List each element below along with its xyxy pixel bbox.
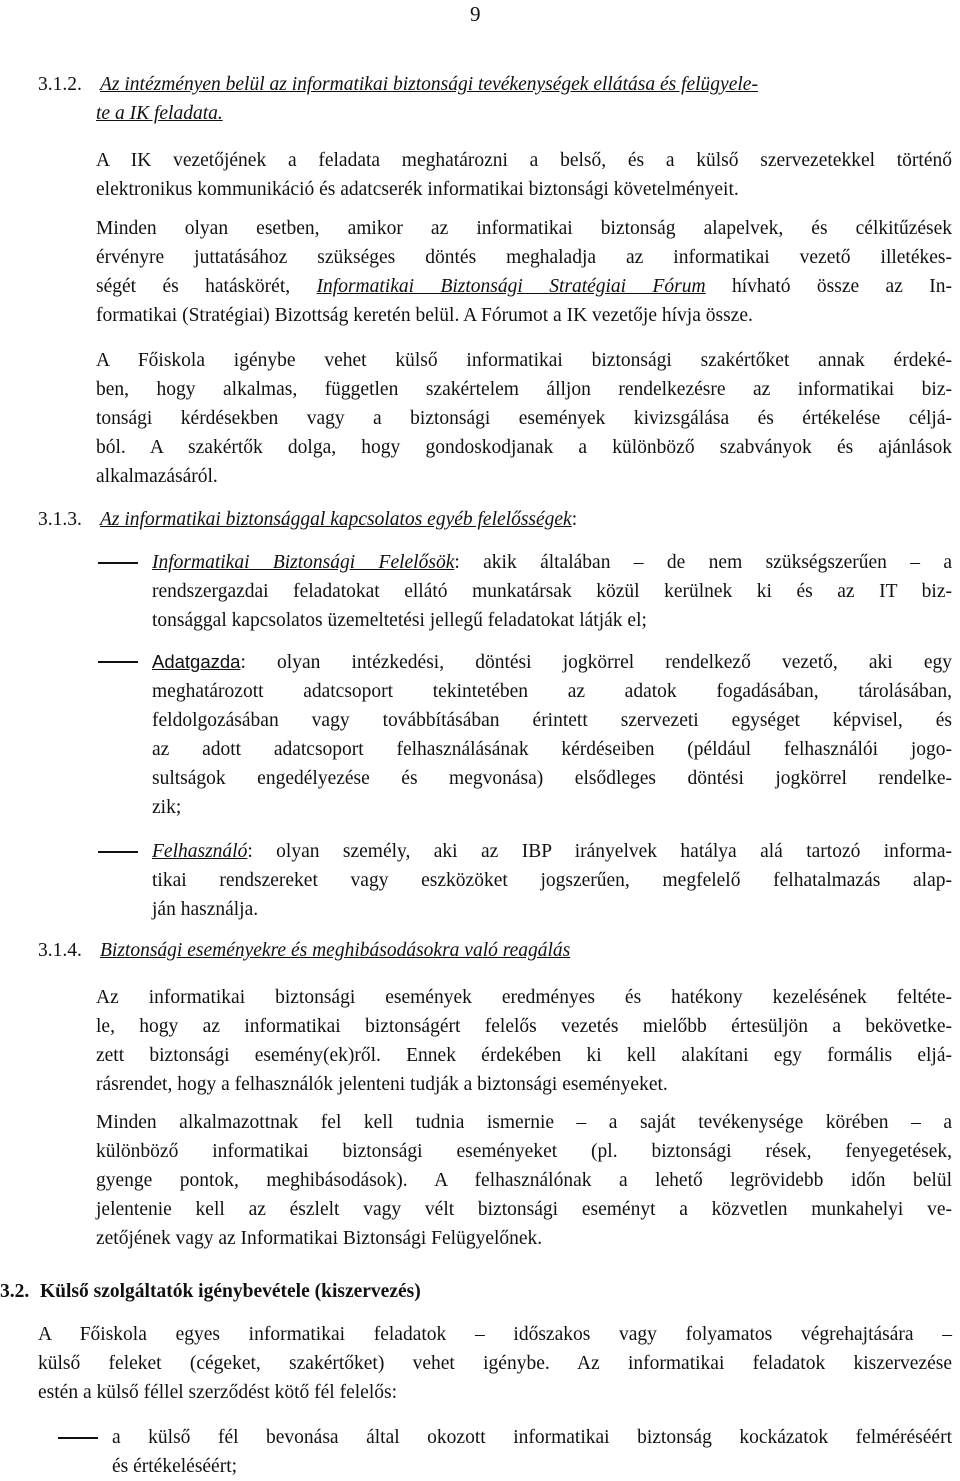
text-line: zetőjének vagy az Informatikai Biztonsági Felügyelőnek. — [96, 1228, 543, 1249]
text-line — [152, 647, 952, 677]
term: Felhasználó — [152, 841, 248, 862]
list-item — [152, 837, 952, 924]
section-number: 3.1.2. — [38, 74, 82, 95]
section-3-1-2-heading-cont — [96, 99, 223, 128]
text-line: Minden alkalmazottnak fel kell tudnia ismernie – a saját tevékenysége körében – a — [96, 1112, 952, 1133]
text-line: A IK vezetőjének a feladata meghatározni a belső, és a külső szervezetekkel történő — [96, 150, 952, 171]
text-line: le, hogy az informatikai biztonságért felelős vezetés mielőbb értesüljön a bekövetke- — [96, 1016, 952, 1037]
text-line: sultságok engedélyezése és megvonása) elsődleges döntési jogkörrel rendelke- — [152, 768, 952, 789]
page-number: 9 — [470, 2, 481, 26]
text-line: különböző informatikai biztonsági eseményeket (pl. biztonsági rések, fenyegetések, — [96, 1141, 952, 1162]
text-line: és értékeléséért; — [112, 1456, 238, 1477]
paragraph — [96, 146, 952, 204]
section-3-1-4-heading — [38, 936, 570, 965]
text-line: ból. A szakértők dolga, hogy gondoskodjanak a különböző szabványok és ajánlások — [96, 437, 952, 458]
list-dash — [58, 1437, 98, 1439]
section-3-1-3-heading — [38, 505, 577, 534]
text-segment: : olyan intézkedési, döntési jogkörrel rendelkező vezető, aki egy — [240, 652, 952, 673]
text-segment: ségét és hatáskörét, — [96, 276, 317, 297]
text-line: tikai rendszereket vagy eszközöket jogszerűen, megfelelő felhatalmazás alap- — [152, 870, 952, 891]
text-line: érvényre juttatásához szükséges döntés meghaladja az informatikai vezető illetékes- — [96, 247, 952, 268]
paragraph — [96, 346, 952, 491]
text-line: tonsággal kapcsolatos üzemeltetési jellegű feladatokat látják el; — [152, 610, 647, 631]
list-item — [112, 1423, 952, 1481]
text-line: estén a külső féllel szerződést kötő fél felelős: — [38, 1382, 397, 1403]
text-line: tonsági kérdésekben vagy a biztonsági események kivizsgálása és értékelése céljá- — [96, 408, 952, 429]
text-line: az adott adatcsoport felhasználásának kérdéseiben (például felhasználói jogo- — [152, 739, 952, 760]
text-line: feldolgozásában vagy továbbításában érintett szervezeti egységet képvisel, és — [152, 710, 952, 731]
text-line: ben, hogy alkalmas, független szakértelem álljon rendelkezésre az informatikai biz- — [96, 379, 952, 400]
text-line: elektronikus kommunikáció és adatcserék informatikai biztonsági követelményeit. — [96, 179, 739, 200]
colon: : — [571, 509, 578, 530]
text-line: formatikai (Stratégiai) Bizottság keretén belül. A Fórumot a IK vezetője hívja össze. — [96, 305, 753, 326]
text-line: meghatározott adatcsoport tekintetében az adatok fogadásában, tárolásában, — [152, 681, 952, 702]
text-line: külső feleket (cégeket, szakértőket) vehet igénybe. Az informatikai feladatok kiszervezése — [38, 1353, 952, 1374]
section-3-2-heading — [0, 1277, 421, 1306]
text-line: zik; — [152, 797, 182, 818]
paragraph — [96, 983, 952, 1099]
term: Informatikai Biztonsági Felelősök — [152, 552, 455, 573]
text-line: ján használja. — [152, 899, 259, 920]
text-line: A Főiskola igénybe vehet külső informatikai biztonsági szakértőket annak érdeké- — [96, 350, 952, 371]
text-line: a külső fél bevonása által okozott informatikai biztonság kockázatok felméréséért — [112, 1427, 952, 1448]
text-line — [152, 837, 952, 866]
paragraph — [96, 214, 952, 330]
paragraph — [38, 1320, 952, 1407]
section-title: Külső szolgáltatók igénybevétele (kiszervezés) — [40, 1281, 421, 1302]
section-title: Az intézményen belül az informatikai biztonsági tevékenységek ellátása és felügyele- — [100, 74, 758, 95]
text-segment: : akik általában – de nem szükségszerűen – a — [454, 552, 953, 573]
text-line: alkalmazásáról. — [96, 466, 218, 487]
text-line: rásrendet, hogy a felhasználók jelenteni tudják a biztonsági eseményeket. — [96, 1074, 668, 1095]
text-line: Az informatikai biztonsági események eredményes és hatékony kezelésének feltéte- — [96, 987, 952, 1008]
section-title: Az informatikai biztonsággal kapcsolatos egyéb felelősségek — [100, 509, 572, 530]
paragraph — [96, 1108, 952, 1253]
text-line: jelentenie kell az észlelt vagy vélt biztonsági eseményt a közvetlen munkahelyi ve- — [96, 1199, 952, 1220]
text-line — [96, 272, 952, 301]
text-line: zett biztonsági esemény(ek)ről. Ennek érdekében ki kell alakítani egy formális eljá- — [96, 1045, 952, 1066]
section-number: 3.2. — [0, 1281, 30, 1302]
forum-link-text: Informatikai Biztonsági Stratégiai Fórum — [316, 276, 706, 297]
list-dash — [98, 661, 138, 663]
list-dash — [98, 562, 138, 564]
section-title: Biztonsági eseményekre és meghibásodásokra való reagálás — [100, 940, 571, 961]
text-segment: : olyan személy, aki az IBP irányelvek hatálya alá tartozó informa- — [247, 841, 952, 862]
text-line: A Főiskola egyes informatikai feladatok – időszakos vagy folyamatos végrehajtására – — [38, 1324, 952, 1345]
list-dash — [98, 851, 138, 853]
section-title-cont: te a IK feladata. — [96, 103, 223, 124]
text-line: Minden olyan esetben, amikor az informatikai biztonság alapelvek, és célkitűzések — [96, 218, 952, 239]
term: Adatgazda — [152, 651, 241, 672]
section-number: 3.1.3. — [38, 509, 82, 530]
text-segment: hívható össze az In- — [705, 276, 952, 297]
section-3-1-2-heading — [38, 70, 758, 99]
text-line — [152, 548, 952, 577]
section-number: 3.1.4. — [38, 940, 82, 961]
list-item — [152, 548, 952, 635]
text-line: gyenge pontok, meghibásodások). A felhasználónak a lehető legrövidebb időn belül — [96, 1170, 952, 1191]
list-item — [152, 647, 952, 822]
text-line: rendszergazdai feladatokat ellátó munkatársak közül kerülnek ki és az IT biz- — [152, 581, 952, 602]
